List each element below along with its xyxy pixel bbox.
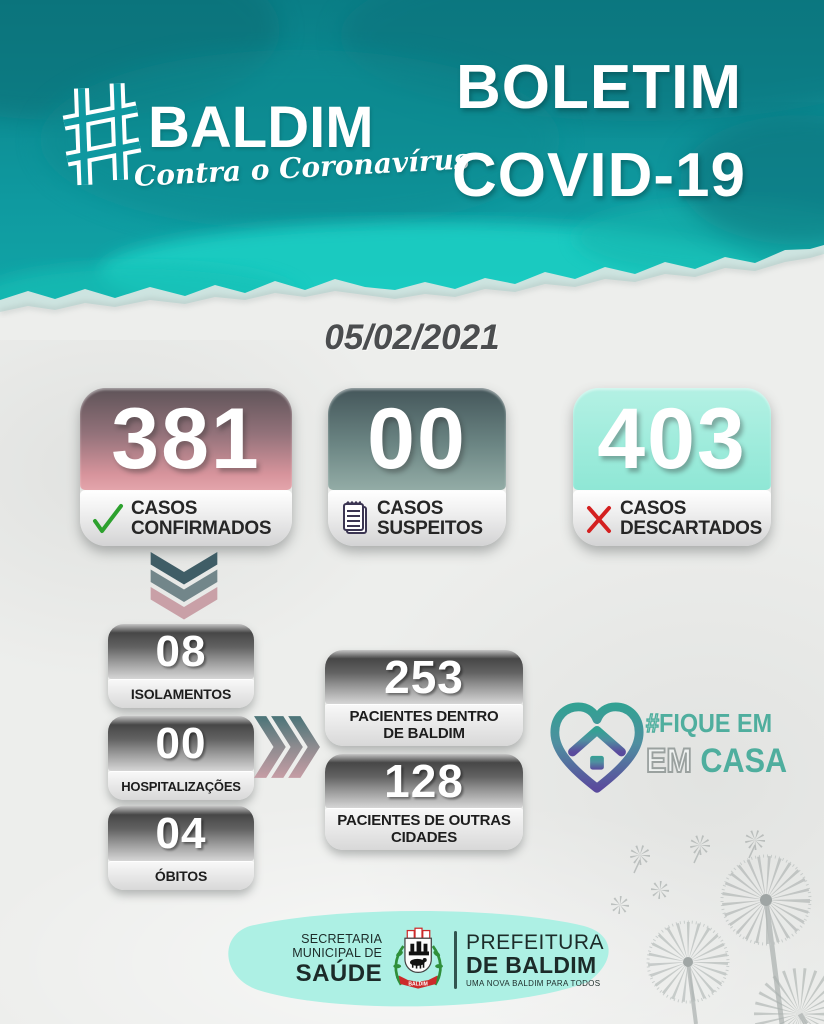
title-line-2: COVID-19 (452, 141, 746, 211)
baldim-logo (54, 78, 471, 212)
patients-outside-label-area (325, 808, 523, 850)
stay-home-line1 (646, 708, 808, 739)
footer (230, 918, 604, 1002)
patients-outside-value-area (325, 754, 523, 808)
logo-name: BALDIM (148, 95, 374, 160)
confirmed-cases-value-area (80, 388, 292, 490)
deaths-value: 04 (155, 808, 207, 858)
hospitalizations-card (108, 716, 254, 800)
isolations-card (108, 624, 254, 708)
check-icon (92, 503, 124, 535)
chevrons-down-icon (142, 552, 226, 622)
stay-home-line2 (646, 742, 808, 781)
title-line-1: BOLETIM (456, 53, 742, 122)
patients-inside-card (325, 650, 523, 746)
confirmed-cases-value: 381 (111, 391, 261, 487)
stay-home-casa: CASA (700, 742, 788, 780)
heart-house-icon (548, 700, 646, 798)
label-line: DESCARTADOS (620, 517, 763, 539)
deaths-card (108, 806, 254, 890)
discarded-cases-card (573, 388, 771, 546)
clipboard-icon (340, 501, 370, 537)
patients-inside-value: 253 (384, 651, 464, 703)
hospitalizations-label: HOSPITALIZAÇÕES (121, 778, 241, 794)
deaths-value-area (108, 806, 254, 861)
org-line3: UMA NOVA BALDIM PARA TODOS (465, 978, 601, 988)
org-line2: DE BALDIM (465, 951, 597, 978)
isolations-value: 08 (155, 626, 207, 676)
label-line: CASOS (377, 497, 444, 519)
deaths-label-area (108, 861, 254, 890)
page-title (408, 44, 790, 220)
suspect-cases-value-area (328, 388, 506, 490)
x-icon (585, 504, 613, 534)
crest-banner-text: BALDIM (408, 981, 428, 988)
stay-home-logo-text (646, 708, 824, 781)
suspect-cases-card (328, 388, 506, 546)
patients-outside-value: 128 (384, 755, 464, 807)
bulletin-date: 05/02/2021 (324, 318, 500, 357)
patients-inside-label-area (325, 704, 523, 746)
patients-inside-value-area (325, 650, 523, 704)
dept-line1: SECRETARIA MUNICIPAL DE (292, 932, 383, 960)
patients-inside-label-line1: PACIENTES DENTRO (349, 707, 499, 725)
dandelion-decoration (554, 815, 824, 1024)
label-line: CASOS (131, 497, 198, 519)
chevrons-right-icon (254, 708, 324, 786)
patients-outside-label-line2: CIDADES (390, 828, 458, 846)
stay-home-hash-icon: # (646, 708, 660, 738)
stay-home-line1-text: FIQUE EM (659, 708, 773, 738)
label-line: SUSPEITOS (377, 517, 483, 539)
isolations-value-area (108, 624, 254, 679)
stay-home-em-outline: EM (646, 742, 692, 780)
hospitalizations-label-area (108, 771, 254, 800)
isolations-label: ISOLAMENTOS (130, 686, 232, 702)
footer-divider (454, 931, 457, 989)
label-line: CONFIRMADOS (131, 517, 272, 539)
label-line: CASOS (620, 497, 687, 519)
deaths-label: ÓBITOS (154, 868, 208, 884)
patients-outside-card (325, 754, 523, 850)
confirmed-cases-card (80, 388, 292, 546)
suspect-cases-label (377, 499, 483, 539)
health-department-name (230, 933, 382, 987)
hospitalizations-value: 00 (155, 718, 207, 768)
discarded-cases-value-area (573, 388, 771, 490)
hospitalizations-value-area (108, 716, 254, 771)
suspect-cases-value: 00 (367, 391, 467, 487)
patients-outside-label-line1: PACIENTES DE OUTRAS (337, 811, 511, 829)
dept-line2: SAÚDE (295, 959, 383, 987)
patients-inside-label-line2: DE BALDIM (383, 724, 465, 742)
discarded-cases-label (620, 499, 762, 539)
org-line1: PREFEITURA (465, 930, 604, 954)
suspect-cases-label-area (328, 490, 506, 546)
baldim-coat-of-arms (391, 918, 445, 1002)
confirmed-cases-label (131, 499, 271, 539)
isolations-label-area (108, 679, 254, 708)
discarded-cases-label-area (573, 490, 771, 546)
logo-tagline: Contra o Coronavírus (133, 142, 471, 193)
confirmed-cases-label-area (80, 490, 292, 546)
discarded-cases-value: 403 (597, 391, 747, 487)
